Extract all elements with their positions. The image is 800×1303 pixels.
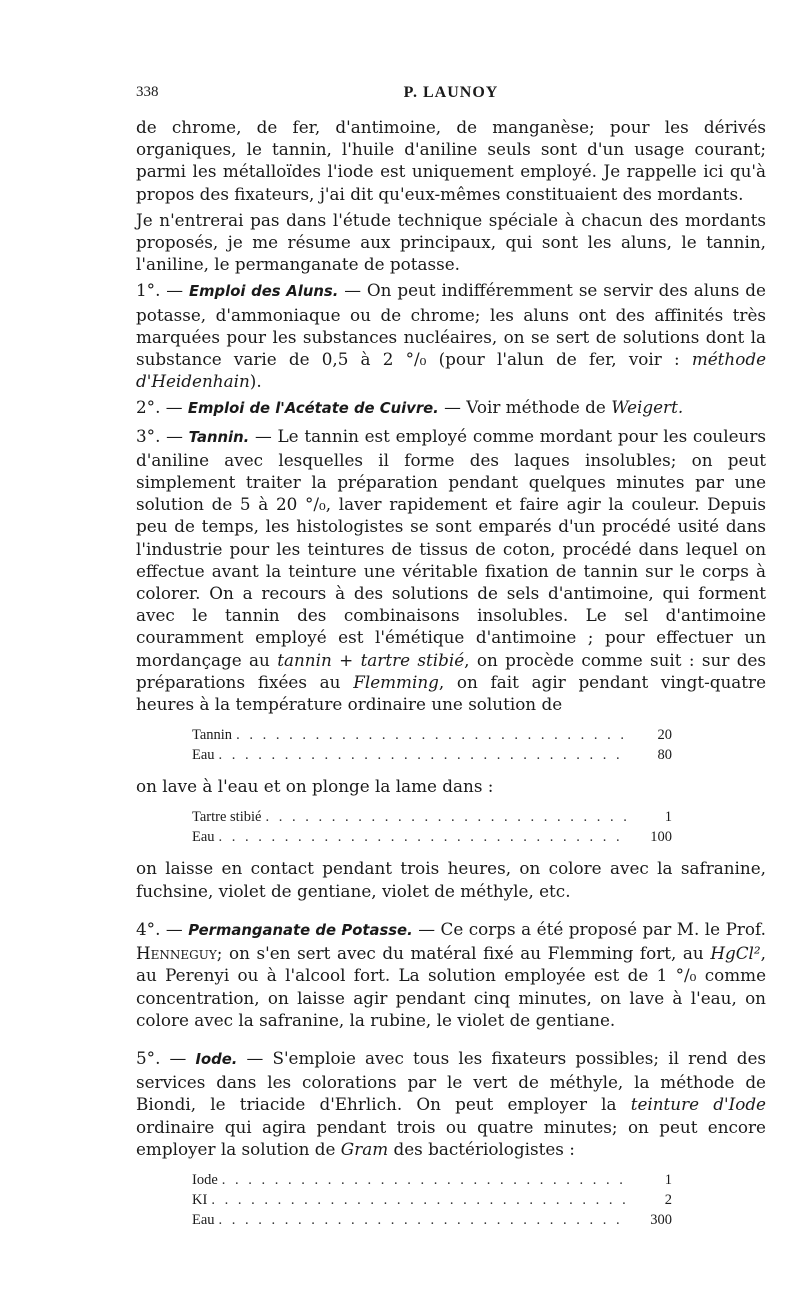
ingredient-name: Eau — [192, 829, 215, 846]
recipe-row — [192, 1190, 672, 1210]
section-2 — [136, 396, 766, 420]
section-1 — [136, 279, 766, 392]
leader-dots — [236, 725, 628, 745]
ingredient-name: Eau — [192, 1211, 215, 1228]
recipe-row — [192, 807, 672, 827]
section-2-text-a: — Voir méthode de — [444, 397, 606, 418]
section-4 — [136, 918, 766, 1031]
section-1-text-b: ). — [249, 371, 262, 392]
intro-paragraph-1: de chrome, de fer, d'antimoine, de manganèse; pour les dérivés organiques, le tannin, l'huile d'aniline seuls sont d'un usage courant; parmi les métalloïdes l'iode est uniquement employé. Je rappelle ici qu'à propos des fixateurs, j'ai dit qu'eux-mêmes constituaient des mordants. — [136, 117, 766, 204]
section-4-author: Henneguy — [136, 943, 217, 964]
section-4-number: 4°. — — [136, 918, 183, 939]
ingredient-name: Tartre stibié — [192, 809, 262, 826]
ingredient-name: Eau — [192, 747, 215, 764]
leader-dots — [219, 1210, 628, 1230]
section-3-text-a: — Le tannin est employé comme mordant pour les couleurs d'aniline avec lesquelles il forme des laques insolubles; on peut simplement traiter la préparation pendant quelques minutes par une solution de 5 à 20 °/₀, laver rapidement et faire agir la couleur. Depuis peu de temps, les histologistes se sont emparés d'un procédé usité dans l'industrie pour les teintures de tissus de coton, procédé dans lequel on effectue avant la teinture une véritable fixation de tannin sur le corps à colorer. On a recours à des solutions de sels d'antimoine, qui forment avec le tannin des combinaisons insolubles. Le sel d'antimoine couramment employé est l'émétique d'antimoine ; pour effectuer un mordançage au — [136, 425, 766, 670]
section-4-text-c: , au Perenyi ou à l'alcool fort. La solution employée est de 1 °/₀ comme concentration, on laisse agir pendant cinq minutes, on lave à l'eau, on colore avec la safranine, la rubine, le violet de gentiane. — [136, 943, 766, 1030]
page-header — [136, 84, 766, 106]
recipe-row — [192, 1210, 672, 1230]
section-3-middle: on lave à l'eau et on plonge la lame dans : — [136, 776, 494, 797]
recipe-row — [192, 745, 672, 765]
ingredient-quantity: 1 — [664, 1171, 672, 1188]
section-1-title: Emploi des Aluns. — [189, 283, 339, 301]
section-5-text-c: des bactériologistes : — [393, 1138, 575, 1159]
section-4-ref: HgCl² — [710, 943, 761, 964]
section-1-text-a: — On peut indifféremment se servir des aluns de potasse, d'ammoniaque ou de chrome; les aluns ont des affinités très marquées pour les substances nucléaires, on se sert de solutions dont la substance varie de 0,5 à 2 °/₀ (pour l'alun de fer, voir : — [136, 280, 766, 370]
section-2-title: Emploi de l'Acétate de Cuivre. — [187, 400, 439, 418]
section-5-text-a: — S'emploie avec tous les fixateurs possibles; il rend des services dans les colorations par le vert de méthyle, la méthode de Biondi, le triacide d'Ehrlich. On peut employer la — [136, 1047, 766, 1115]
ingredient-quantity: 300 — [650, 1211, 672, 1228]
section-5 — [136, 1047, 766, 1160]
section-3 — [136, 425, 766, 716]
leader-dots — [211, 1190, 628, 1210]
recipe-row — [192, 827, 672, 847]
section-5-number: 5°. — — [136, 1047, 187, 1068]
ingredient-quantity: 80 — [657, 747, 672, 764]
leader-dots — [265, 807, 628, 827]
section-3-number: 3°. — — [136, 425, 183, 446]
intro-paragraph-2: Je n'entrerai pas dans l'étude technique spéciale à chacun des mordants proposés, je me résume aux principaux, qui sont les aluns, le tannin, l'aniline, le permanganate de potasse. — [136, 209, 766, 275]
ingredient-quantity: 1 — [664, 809, 672, 826]
ingredient-name: KI — [192, 1191, 208, 1208]
recipe-table-tannin — [192, 725, 672, 765]
section-2-number: 2°. — — [136, 397, 183, 418]
section-5-text-b: ordinaire qui agira pendant trois ou quatre minutes; on peut encore employer la solution de — [136, 1116, 766, 1159]
section-5-title: Iode. — [195, 1050, 238, 1068]
recipe-table-tartre — [192, 807, 672, 847]
section-2-ref: Weigert. — [611, 397, 684, 418]
section-5-ref-1: teinture d'Iode — [630, 1094, 766, 1115]
section-3-text-b: , on procède comme suit : sur des préparations fixées au — [136, 649, 767, 692]
section-4-title: Permanganate de Potasse. — [188, 921, 413, 939]
recipe-row — [192, 1170, 672, 1190]
section-5-ref-2: Gram — [340, 1138, 389, 1159]
running-head: P. LAUNOY — [403, 84, 499, 101]
page-number: 338 — [136, 84, 159, 100]
ingredient-name: Iode — [192, 1171, 218, 1188]
section-1-number: 1°. — — [136, 280, 184, 301]
leader-dots — [222, 1170, 628, 1190]
section-3-after: on laisse en contact pendant trois heures, on colore avec la safranine, fuchsine, violet de gentiane, violet de méthyle, etc. — [136, 858, 766, 901]
leader-dots — [219, 827, 628, 847]
ingredient-name: Tannin — [192, 727, 233, 744]
recipe-table-gram — [192, 1170, 672, 1230]
section-1-ref: méthode d'Heidenhain — [136, 349, 766, 392]
section-3-text-c: , on fait agir pendant vingt-quatre heures à la température ordinaire une solution de — [136, 671, 766, 715]
section-3-ref-2: Flemming — [353, 671, 439, 692]
ingredient-quantity: 20 — [657, 727, 672, 744]
section-4-text-a: — Ce corps a été proposé par M. le Prof. — [418, 918, 766, 939]
leader-dots — [219, 745, 628, 765]
section-4-text-b: ; on s'en sert avec du matéral fixé au Flemming fort, au — [216, 943, 704, 964]
ingredient-quantity: 100 — [650, 829, 672, 846]
ingredient-quantity: 2 — [664, 1191, 672, 1208]
section-3-title: Tannin. — [188, 428, 250, 446]
section-3-ref-1: tannin + tartre stibié — [277, 649, 465, 670]
recipe-row — [192, 725, 672, 745]
page-body — [136, 116, 766, 1240]
